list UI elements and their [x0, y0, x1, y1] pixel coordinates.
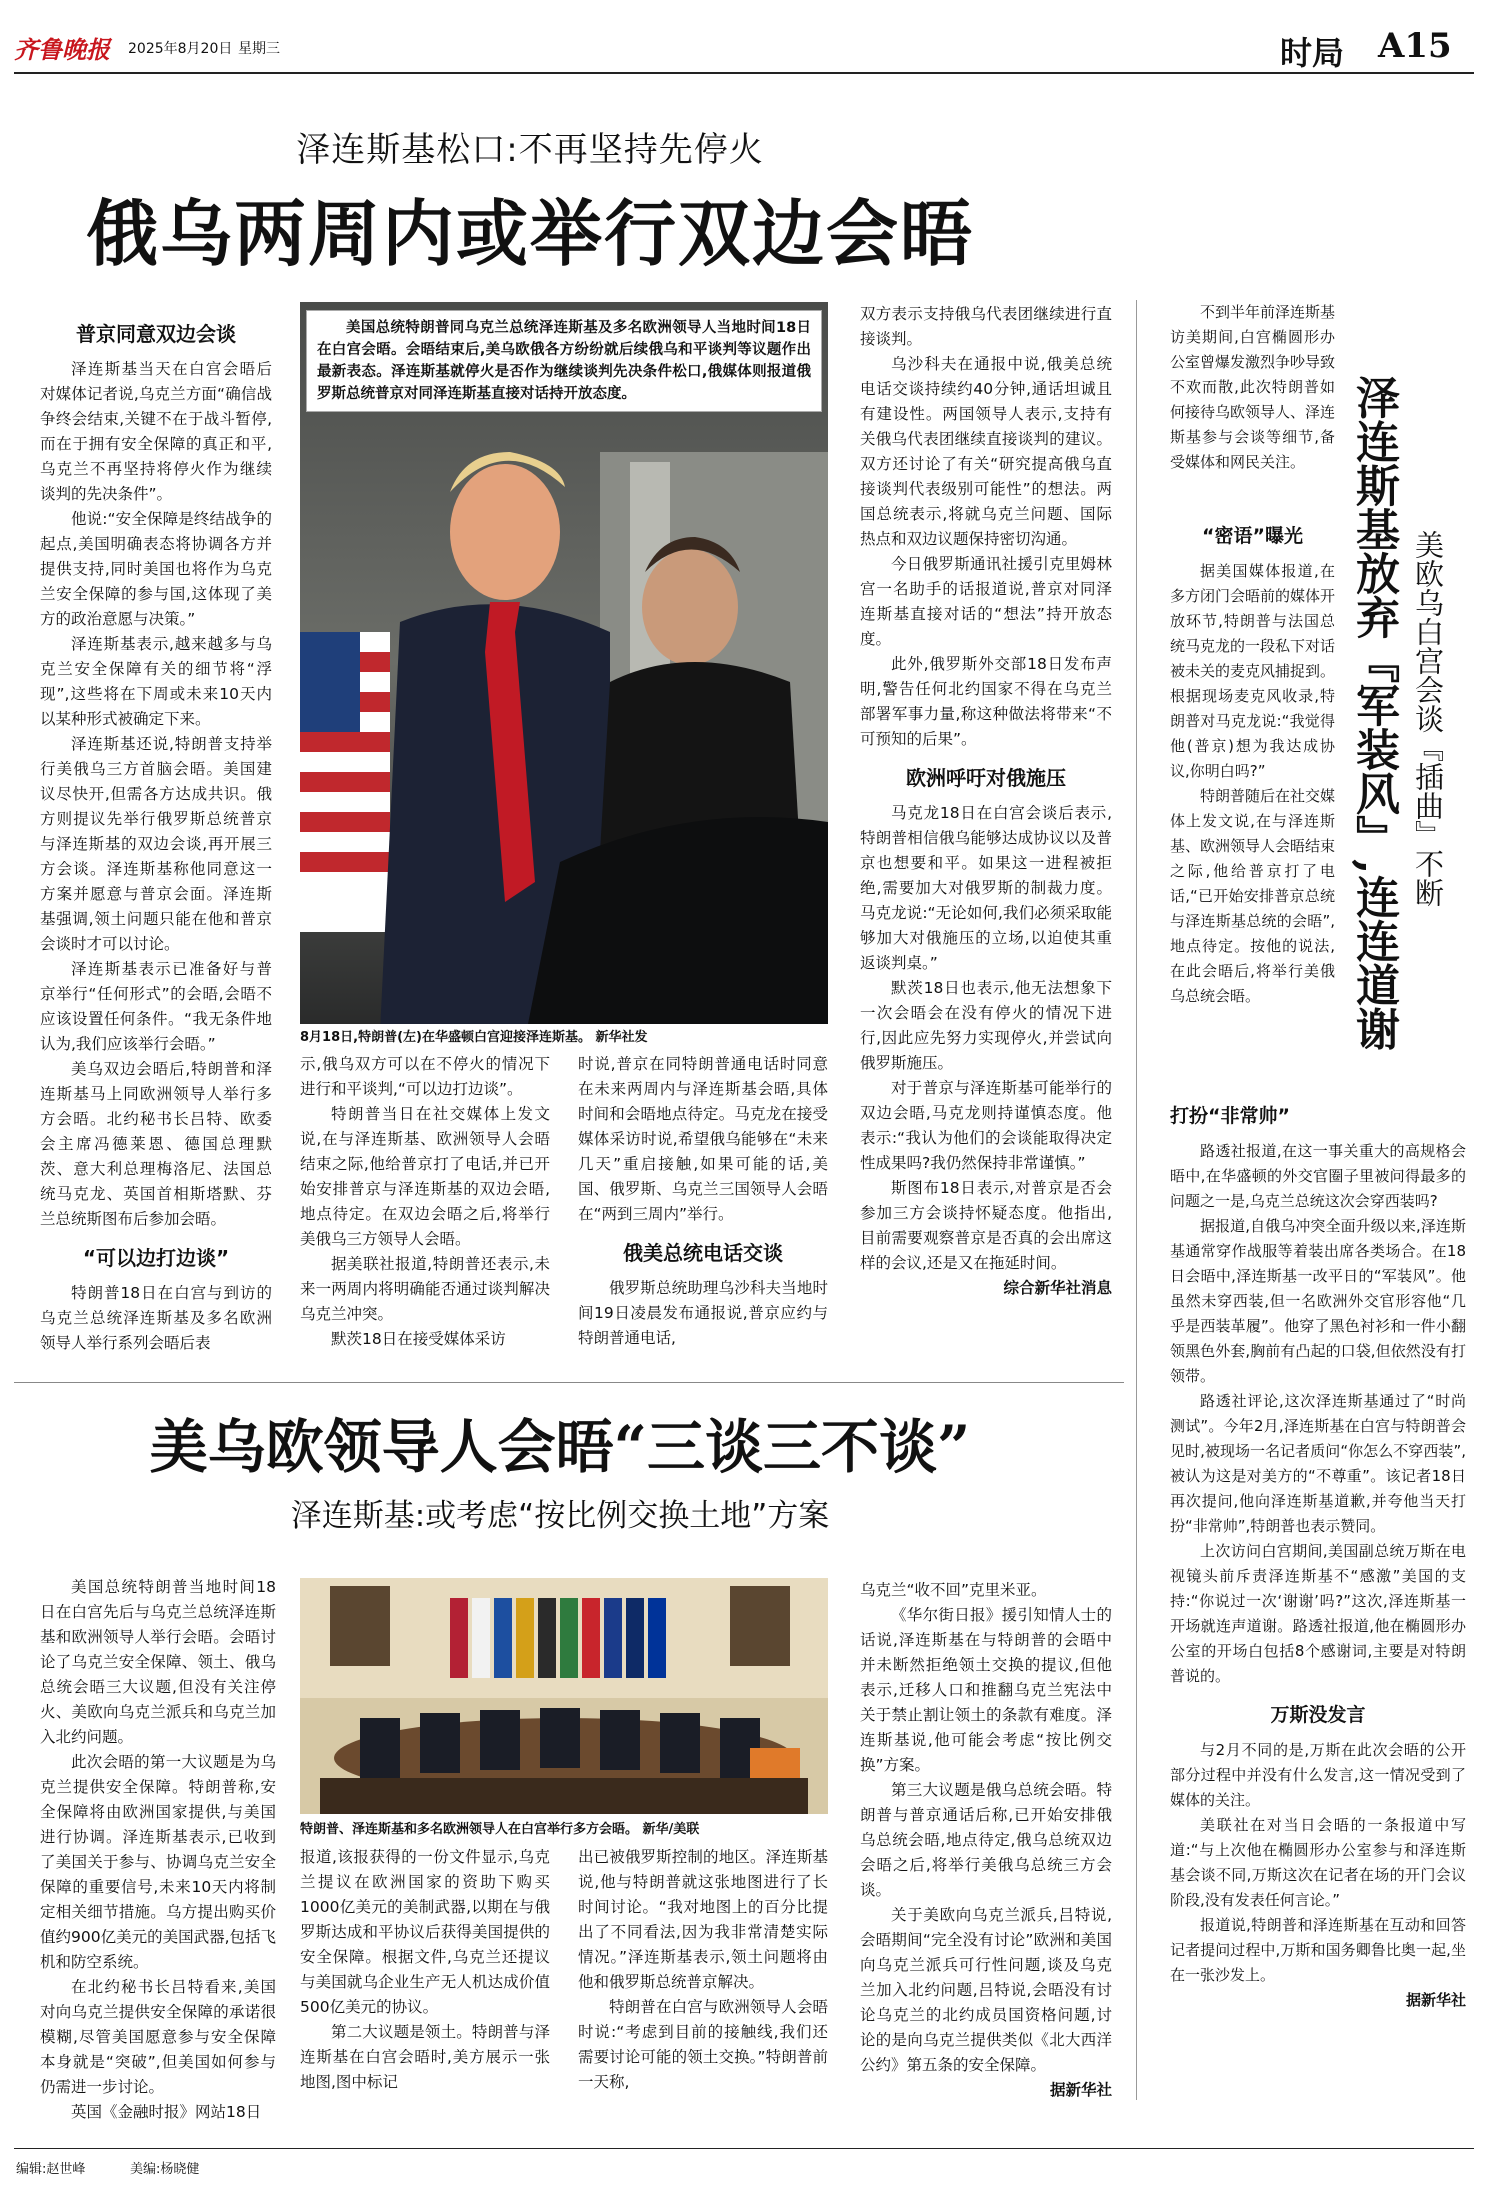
- paragraph: 第三大议题是俄乌总统会晤。特朗普与普京通话后称,已开始安排俄乌总统会晤,地点待定,俄乌总统双边会晤之后,将举行美俄乌总统三方会谈。: [860, 1781, 1112, 1899]
- paragraph: 据美联社报道,特朗普还表示,未来一两周内将明确能否通过谈判解决乌克兰冲突。: [300, 1255, 550, 1323]
- subheading: 打扮“非常帅”: [1170, 1105, 1290, 1127]
- paragraph: 据报道,自俄乌冲突全面升级以来,泽连斯基通常穿作战服等着装出席各类场合。在18日会晤中,泽连斯基一改平日的“军装风”。他虽然未穿西装,但一名欧洲外交官形容他“几乎是西装革履”。他穿了黑色衬衫和一件小翻领黑色外套,胸前有凸起的口袋,但依然没有打领带。: [1170, 1217, 1466, 1385]
- photo-overlay-box: [306, 310, 822, 412]
- sidebar-column-a: [1170, 520, 1335, 1009]
- subheading: “可以边打边谈”: [82, 1246, 230, 1270]
- paragraph: 据美国媒体报道,在多方闭门会晤前的媒体开放环节,特朗普与法国总统马克龙的一段私下对话被未关的麦克风捕捉到。根据现场麦克风收录,特朗普对马克龙说:“我觉得他(普京)想为我达成协议,你明白吗?”: [1170, 562, 1336, 780]
- paragraph: 他说:“安全保障是终结战争的起点,美国明确表态将协调各方并提供支持,同时美国也将作为乌克兰安全保障的参与国,这体现了美方的政治意愿与决策。”: [40, 510, 272, 628]
- story1-kicker: 泽连斯基松口:不再坚持先停火: [296, 130, 764, 170]
- paragraph: 第二大议题是领土。特朗普与泽连斯基在白宫会晤时,美方展示一张地图,图中标记: [300, 2023, 550, 2091]
- paragraph: 双方表示支持俄乌代表团继续进行直接谈判。: [860, 305, 1112, 348]
- paragraph: 《华尔街日报》援引知情人士的话说,泽连斯基在与特朗普的会晤中并未断然拒绝领土交换的提议,但他表示,迁移人口和推翻乌克兰宪法中关于禁止割让领土的条款有难度。泽连斯基说,他可能会考虑“按比例交换”方案。: [860, 1606, 1112, 1774]
- paragraph: 马克龙18日在白宫会谈后表示,特朗普相信俄乌能够达成协议以及普京也想要和平。如果这一进程被拒绝,需要加大对俄罗斯的制裁力度。马克龙说:“无论如何,我们必须采取能够加大对俄施压的立场,以迫使其重返谈判桌。”: [860, 804, 1112, 972]
- story1-column-3: [578, 1052, 828, 1351]
- story1-column-1: [40, 318, 272, 1356]
- subheading: 万斯没发言: [1270, 1704, 1366, 1726]
- sidebar-headline: 泽连斯基放弃『军装风』,连连道谢: [1348, 375, 1399, 1051]
- paragraph: 路透社评论,这次泽连斯基通过了“时尚测试”。今年2月,泽连斯基在白宫与特朗普会见时,被现场一名记者质问“你怎么不穿西装”,被认为这是对美方的“不尊重”。该记者18日再次提问,他向泽连斯基道歉,并夸他当天打扮“非常帅”,特朗普也表示赞同。: [1170, 1392, 1466, 1535]
- story2-column-3: [578, 1845, 828, 2095]
- paragraph: 报道说,特朗普和泽连斯基在互动和回答记者提问过程中,万斯和国务卿鲁比奥一起,坐在一张沙发上。: [1170, 1916, 1466, 1984]
- page-number: A15: [1378, 26, 1452, 66]
- story2-column-4: [860, 1578, 1112, 2103]
- paragraph: 泽连斯基表示,越来越多与乌克兰安全保障有关的细节将“浮现”,这些将在下周或未来10天内以某种形式被确定下来。: [40, 635, 272, 728]
- photo-caption: 特朗普、泽连斯基和多名欧洲领导人在白宫举行多方会晤。 新华/美联: [300, 1822, 700, 1837]
- paragraph: 与2月不同的是,万斯在此次会晤的公开部分过程中并没有什么发言,这一情况受到了媒体的关注。: [1170, 1741, 1466, 1809]
- subheading: 欧洲呼吁对俄施压: [906, 766, 1066, 790]
- paragraph: 对于普京与泽连斯基可能举行的双边会晤,马克龙则持谨慎态度。他表示:“我认为他们的会谈能取得决定性成果吗?我仍然保持非常谨慎。”: [860, 1079, 1112, 1172]
- story-credit: 综合新华社消息: [1003, 1279, 1112, 1297]
- paragraph: 特朗普18日在白宫与到访的乌克兰总统泽连斯基及多名欧洲领导人举行系列会晤后表: [40, 1284, 272, 1352]
- paragraph: 此次会晤的第一大议题是为乌克兰提供安全保障。特朗普称,安全保障将由欧洲国家提供,与美国进行协调。泽连斯基表示,已收到了美国关于参与、协调乌克兰安全保障的重要信号,未来10天内将制定相关细节措施。乌方提出购买价值约900亿美元的美国武器,包括飞机和防空系统。: [40, 1753, 277, 1971]
- story-credit: 据新华社: [1405, 1991, 1466, 2009]
- leaders-meeting-photo: [300, 1578, 828, 1814]
- subheading: 俄美总统电话交谈: [623, 1241, 783, 1265]
- paragraph: 泽连斯基当天在白宫会晤后对媒体记者说,乌克兰方面“确信战争终会结束,关键不在于战斗暂停,而在于拥有安全保障的真正和平,乌克兰不再坚持将停火作为继续谈判的先决条件”。: [40, 360, 272, 503]
- paragraph: 示,俄乌双方可以在不停火的情况下进行和平谈判,“可以边打边谈”。: [300, 1055, 550, 1098]
- paragraph: 路透社报道,在这一事关重大的高规格会晤中,在华盛顿的外交官圈子里被问得最多的问题之一是,乌克兰总统这次会穿西装吗?: [1170, 1142, 1466, 1210]
- story2-column-1: [40, 1575, 276, 2125]
- paragraph: 美国总统特朗普当地时间18日在白宫先后与乌克兰总统泽连斯基和欧洲领导人举行会晤。会晤讨论了乌克兰安全保障、领土、俄乌总统会晤三大议题,但没有关注停火、美欧向乌克兰派兵和乌克兰加入北约问题。: [40, 1578, 276, 1746]
- photo-caption: 8月18日,特朗普(左)在华盛顿白宫迎接泽连斯基。 新华社发: [300, 1030, 648, 1045]
- paragraph: 今日俄罗斯通讯社援引克里姆林宫一名助手的话报道说,普京对同泽连斯基直接对话的“想法”持开放态度。: [860, 555, 1112, 648]
- paragraph: 斯图布18日表示,对普京是否会参加三方会谈持怀疑态度。他指出,目前需要观察普京是否真的会出席这样的会议,还是又在拖延时间。: [860, 1179, 1112, 1272]
- photo-overlay-text: 美国总统特朗普同乌克兰总统泽连斯基及多名欧洲领导人当地时间18日在白宫会晤。会晤结束后,美乌欧俄各方纷纷就后续俄乌和平谈判等议题作出最新表态。泽连斯基就停火是否作为继续谈判先决条件松口,俄媒体则报道俄罗斯总统普京对同泽连斯基直接对话持开放态度。: [317, 320, 811, 402]
- paragraph: 英国《金融时报》网站18日: [71, 2103, 262, 2121]
- sidebar-intro: [1170, 300, 1335, 475]
- paragraph: 此外,俄罗斯外交部18日发布声明,警告任何北约国家不得在乌克兰部署军事力量,称这种做法将带来“不可预知的后果”。: [860, 655, 1112, 748]
- footer-rule: [14, 2148, 1474, 2149]
- paragraph: 出已被俄罗斯控制的地区。泽连斯基说,他与特朗普就这张地图进行了长时间讨论。“我对地图上的百分比提出了不同看法,因为我非常清楚实际情况。”泽连斯基表示,领土问题将由他和俄罗斯总统普京解决。: [578, 1848, 828, 1991]
- section-name: 时局: [1280, 34, 1345, 72]
- paragraph: 泽连斯基表示已准备好与普京举行“任何形式”的会晤,会晤不应该设置任何条件。“我无条件地认为,我们应该举行会晤。”: [40, 960, 272, 1053]
- footer-designer: 美编:杨晓健: [130, 2162, 200, 2177]
- newspaper-logo: 齐鲁晚报: [14, 35, 110, 64]
- story1-column-4: [860, 302, 1112, 1301]
- sidebar-divider: [1136, 300, 1137, 2100]
- paragraph: 俄罗斯总统助理乌沙科夫当地时间19日凌晨发布通报说,普京应约与特朗普通电话,: [578, 1279, 828, 1347]
- paragraph: 特朗普在白宫与欧洲领导人会晤时说:“考虑到目前的接触线,我们还需要讨论可能的领土交换。”特朗普前一天称,: [578, 1998, 828, 2091]
- story1-headline: 俄乌两周内或举行双边会晤: [85, 191, 974, 276]
- paragraph: 乌沙科夫在通报中说,俄美总统电话交谈持续约40分钟,通话坦诚且有建设性。两国领导人表示,支持有关俄乌代表团继续直接谈判的建议。双方还讨论了有关“研究提高俄乌直接谈判代表级别可能性”的想法。两国总统表示,将就乌克兰问题、国际热点和双边议题保持密切沟通。: [860, 355, 1112, 548]
- masthead-rule: [14, 72, 1474, 74]
- paragraph: 美乌双边会晤后,特朗普和泽连斯基马上同欧洲领导人举行多方会晤。北约秘书长吕特、欧委会主席冯德莱恩、德国总理默茨、意大利总理梅洛尼、法国总统马克龙、英国首相斯塔默、芬兰总统斯图布后参加会晤。: [40, 1060, 272, 1228]
- paragraph: 乌克兰“收不回”克里米亚。: [860, 1581, 1047, 1599]
- footer-editor: 编辑:赵世峰: [16, 2162, 86, 2177]
- subheading: 普京同意双边会谈: [76, 322, 236, 346]
- subheading: “密语”曝光: [1202, 525, 1303, 547]
- leaders-meeting-image: [300, 1578, 828, 1814]
- story-divider: [14, 1382, 1124, 1383]
- paragraph: 泽连斯基还说,特朗普支持举行美俄乌三方首脑会晤。美国建议尽快开,但需各方达成共识。俄方则提议先举行俄罗斯总统普京与泽连斯基的双边会谈,再开展三方会谈。泽连斯基称他同意这一方案并愿意与普京会面。泽连斯基强调,领土问题只能在他和普京会谈时才可以讨论。: [40, 735, 272, 953]
- paragraph: 不到半年前泽连斯基访美期间,白宫椭圆形办公室曾爆发激烈争吵导致不欢而散,此次特朗普如何接待乌欧领导人、泽连斯基参与会谈等细节,备受媒体和网民关注。: [1170, 303, 1336, 471]
- sidebar-column-b: [1170, 1100, 1466, 2013]
- paragraph: 在北约秘书长吕特看来,美国对向乌克兰提供安全保障的承诺很模糊,尽管美国愿意参与安全保障本身就是“突破”,但美国如何参与仍需进一步讨论。: [40, 1978, 276, 2096]
- paragraph: 默茨18日也表示,他无法想象下一次会晤会在没有停火的情况下进行,因此应先努力实现停火,并尝试向俄罗斯施压。: [860, 979, 1112, 1072]
- paragraph: 特朗普随后在社交媒体上发文说,在与泽连斯基、欧洲领导人会晤结束之际,他给普京打了电话,“已开始安排普京总统与泽连斯基总统的会晤”,地点待定。按他的说法,在此会晤后,将举行美俄乌总统会晤。: [1170, 787, 1336, 1005]
- paragraph: 关于美欧向乌克兰派兵,吕特说,会晤期间“完全没有讨论”欧洲和美国向乌克兰派兵可行性问题,谈及乌克兰加入北约问题,吕特说,会晤没有讨论乌克兰的北约成员国资格问题,讨论的是向乌克兰提供类似《北大西洋公约》第五条的安全保障。: [860, 1906, 1112, 2074]
- sidebar-kicker: 美欧乌白宫会谈『插曲』不断: [1411, 530, 1445, 907]
- story2-subtitle: 泽连斯基:或考虑“按比例交换土地”方案: [290, 1498, 830, 1534]
- paragraph: 美联社在对当日会晤的一条报道中写道:“与上次他在椭圆形办公室参与和泽连斯基会谈不同,万斯这次在记者在场的开门会议阶段,没有发表任何言论。”: [1170, 1816, 1466, 1909]
- story2-column-2: [300, 1845, 550, 2095]
- paragraph: 特朗普当日在社交媒体上发文说,在与泽连斯基、欧洲领导人会晤结束之际,他给普京打了电话,并已开始安排普京与泽连斯基的双边会晤,地点待定。在双边会晤之后,将举行美俄乌三方领导人会晤。: [300, 1105, 550, 1248]
- paragraph: 默茨18日在接受媒体采访: [331, 1330, 506, 1348]
- paragraph: 上次访问白宫期间,美国副总统万斯在电视镜头前斥责泽连斯基不“感激”美国的支持:“你说过一次‘谢谢’吗?”这次,泽连斯基一开场就连声道谢。路透社报道,他在椭圆形办公室的开场白包括8个感谢词,主要是对特朗普说的。: [1170, 1542, 1466, 1685]
- paragraph: 时说,普京在同特朗普通电话时同意在未来两周内与泽连斯基会晤,具体时间和会晤地点待定。马克龙在接受媒体采访时说,希望俄乌能够在“未来几天”重启接触,如果可能的话,美国、俄罗斯、乌克兰三国领导人会晤在“两到三周内”举行。: [578, 1055, 828, 1223]
- issue-weekday: 星期三: [238, 41, 280, 57]
- story-credit: 据新华社: [1049, 2081, 1112, 2099]
- issue-date: 2025年8月20日: [128, 41, 233, 57]
- story1-column-2: [300, 1052, 550, 1352]
- paragraph: 报道,该报获得的一份文件显示,乌克兰提议在欧洲国家的资助下购买1000亿美元的美制武器,以期在与俄罗斯达成和平协议后获得美国提供的安全保障。根据文件,乌克兰还提议与美国就乌企业生产无人机达成价值500亿美元的协议。: [300, 1848, 550, 2016]
- story2-headline: 美乌欧领导人会晤“三谈三不谈”: [149, 1413, 971, 1481]
